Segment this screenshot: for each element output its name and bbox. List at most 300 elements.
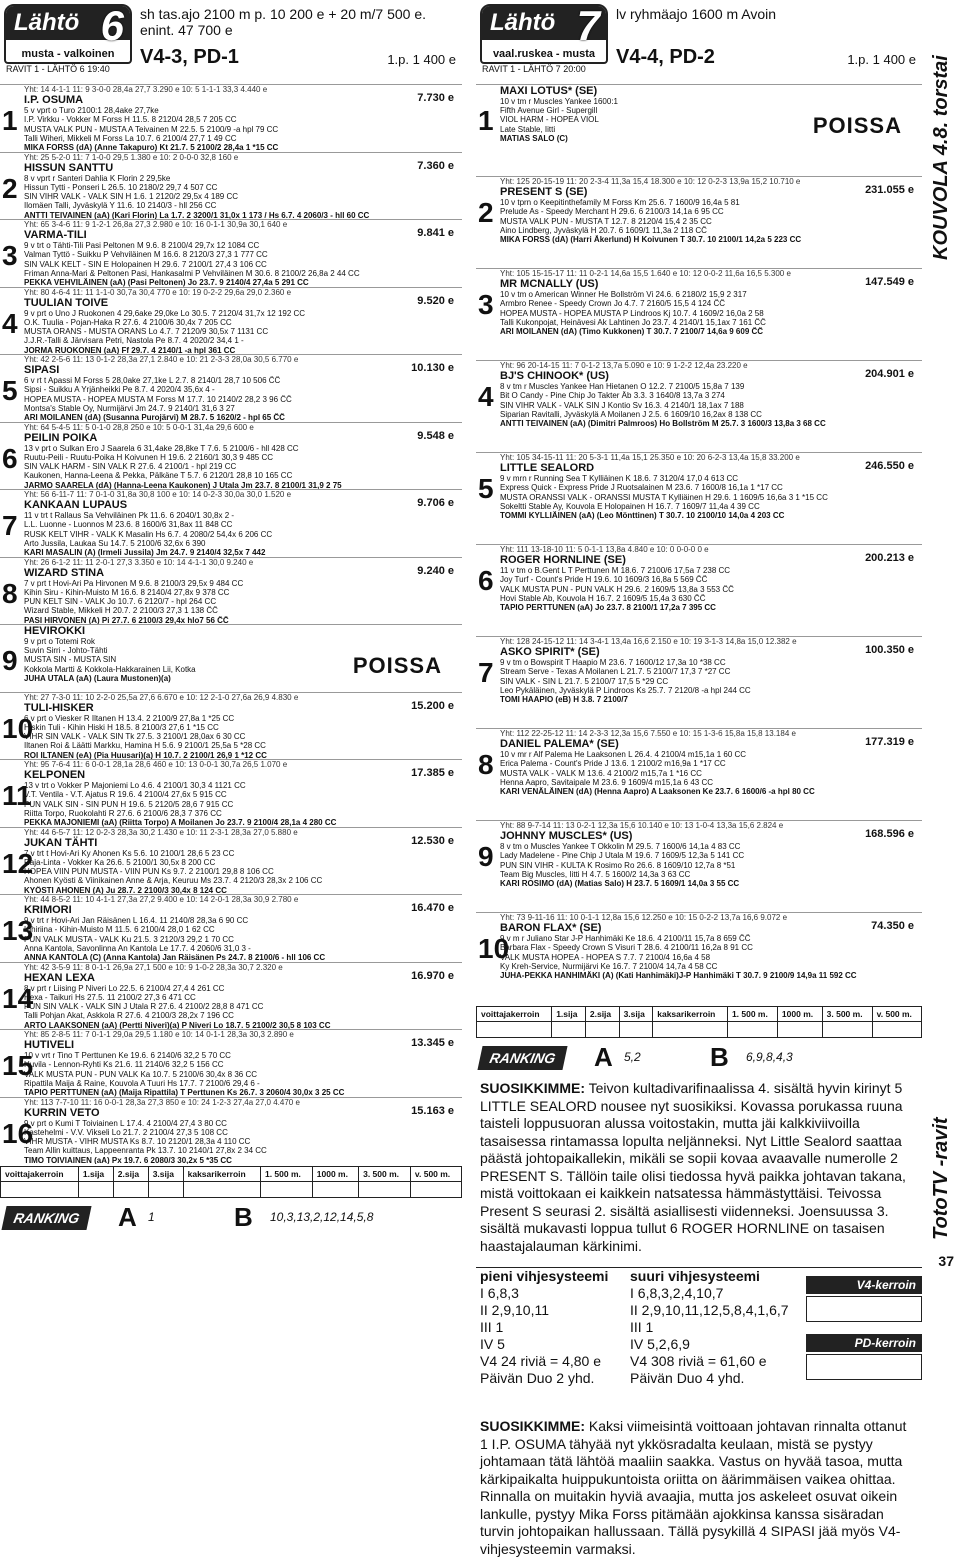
horse-entry xyxy=(0,624,462,692)
result-header: voittajakerroin xyxy=(477,1007,552,1022)
horse-earnings: 7.360 e xyxy=(417,159,454,172)
horse-line: Team Big Muscles, Iitti H 4.7. 5 1600/2 14,3a 3 63 CC xyxy=(500,869,691,879)
horse-line: 8 v prt r Liising P Niveri Lo 22.5. 6 2100/4 27,4 4 261 CC xyxy=(24,983,225,993)
rank-a-letter: A xyxy=(118,1202,137,1232)
ranking-label: RANKING xyxy=(477,1046,567,1070)
horse-earnings: 200.213 e xyxy=(865,552,914,564)
horse-line: MUSTA ORANSSI VALK - ORANSSI MUSTA T Kylliäinen H 29.6. 1 1609/5 16,6a 3 1 *15 CC xyxy=(500,492,828,502)
post-number: 8 xyxy=(2,577,18,609)
horse-entry xyxy=(0,354,462,422)
driver-line: PEKKA VEHVILÄINEN (aA) (Pasi Peltonen) Jo 23.7. 9 2140/4 27,4a 5 291 CC xyxy=(24,278,309,287)
result-header: kaksarikerroin xyxy=(183,1167,260,1182)
post-number: 16 xyxy=(2,1117,34,1149)
horse-earnings: 15.200 e xyxy=(411,699,454,712)
horse-stats: Yht: 95 7-6-4 11: 6 0-0-1 28,1a 28,6 460 e 10: 13 0-0-1 30,7a 26,5 1.070 e xyxy=(24,760,288,769)
horse-earnings: 12.530 e xyxy=(411,834,454,847)
race-7-entries xyxy=(476,84,922,1004)
horse-earnings: 16.470 e xyxy=(411,902,454,914)
horse-line: Bit O Candy - Pine Chip Jo Takter Åb 3.3. 3 1640/8 13,7a 3 274 xyxy=(500,391,725,401)
horse-name: MAXI LOTUS* (SE) xyxy=(500,85,598,97)
horse-stats: Yht: 27 7-3-0 11: 10 2-2-0 25,5a 27,6 6.670 e 10: 12 2-1-0 27,6a 26,9 4.830 e xyxy=(24,692,299,702)
favorite-label: SUOSIKKIMME: xyxy=(480,1080,585,1096)
horse-stats: Yht: 42 3-5-9 11: 8 0-1-1 26,9a 27,1 500 e 10: 9 1-0-2 28,3a 30,7 2.320 e xyxy=(24,962,283,972)
tip-row: I 6,8,3 xyxy=(480,1285,519,1301)
horse-line: 5 v vprt o Turo 2100:1 28,4ake 27,7ke xyxy=(24,106,159,116)
tip-row: IV 5,2,6,9 xyxy=(630,1336,690,1352)
horse-stats: Yht: 42 2-5-6 11: 13 0-1-2 28,3a 27,1 2.840 e 10: 21 2-3-3 28,0a 30,5 6.770 e xyxy=(24,355,299,364)
ranking-row xyxy=(476,1042,922,1076)
horse-line: 10 v vrt r Tino T Perttunen Ke 19.6. 6 2140/6 32,2 5 70 CC xyxy=(24,1051,231,1061)
horse-earnings: 147.549 e xyxy=(865,276,914,288)
horse-line: 8 v tm o Muscles Yankee T Okkolin M 29.5. 7 1600/6 14,1a 4 83 CC xyxy=(500,842,741,852)
race-6-column xyxy=(0,0,462,1236)
horse-line: Stream Serve - Texas A Moilanen L 21.7. 5 2100/7 17,3 7 *27 CC xyxy=(500,667,731,677)
first-prize: 1.p. 1 400 e xyxy=(847,52,916,67)
horse-line: VALK MUSTA PUN - PUN VALK Ka 10.7. 5 2100/6 30,4x 8 36 CC xyxy=(24,1069,257,1079)
horse-stats: Yht: 111 13-18-10 11: 5 0-1-1 13,8a 4.840 e 10: 0 0-0-0 0 e xyxy=(500,545,709,554)
horse-entry xyxy=(0,557,462,625)
horse-line: 6 v prt o Viesker R Iltanen H 13.4. 2 2100/9 27,8a 1 *25 CC xyxy=(24,713,235,723)
horse-line: 6 v rt t Apassi M Forss 5 28,0ake 27,1ke L 2.7. 8 2140/1 28,7 10 506 ĈĈ xyxy=(24,376,281,386)
horse-line: Kihin Siru - Kihin-Muisto M 16.6. 8 2140/4 27,8x 9 378 CC xyxy=(24,587,230,597)
horse-line: 10 v tm r Muscles Yankee 1600:1 xyxy=(500,97,618,106)
small-tip-system xyxy=(480,1268,630,1387)
tip-row: V4 24 riviä = 4,80 e xyxy=(480,1353,602,1369)
horse-line: 13 v trt o Vokker P Majoniemi Lo 4.6. 4 2100/1 30,3 4 1121 CC xyxy=(24,781,246,791)
horse-line: Team Allin kuittaus, Lappeenranta Pk 13.7. 10 2140/1 27,8x 2 34 CC xyxy=(24,1146,267,1156)
driver-line: KYÖSTI AHONEN (A) Ju 28.7. 2 2100/3 30,4x 8 124 CC xyxy=(24,885,227,894)
race-time: RAVIT 1 - LÄHTÖ 7 20:00 xyxy=(482,64,586,74)
horse-line: Joy Turf - Count's Pride H 19.6. 10 1609/3 16,8a 5 569 ĈĈ xyxy=(500,575,708,585)
horse-name: KANKAAN LUPAUS xyxy=(24,499,128,512)
horse-line: VIOL HARM - HOPEA VIOL xyxy=(500,115,599,125)
horse-stats: Yht: 14 4-1-1 11: 9 3-0-0 28,4a 27,7 3.290 e 10: 5 1-1-1 33,3 4.440 e xyxy=(24,85,268,94)
rank-a-value: 5,2 xyxy=(624,1050,641,1064)
horse-stats: Yht: 65 3-4-6 11: 9 1-2-1 26,8a 27,3 2.980 e 10: 16 0-1-1 30,9a 30,1 640 e xyxy=(24,220,288,229)
horse-entry xyxy=(476,268,922,360)
race-info-line: lv ryhmäajo 1600 m Avoin xyxy=(616,6,777,22)
horse-line: Talli Pohjan Akat, Askkola R 27.6. 4 2100/3 28,2x 7 196 CC xyxy=(24,1011,234,1021)
horse-line: L.L. Luonne - Luonnos M 23.6. 8 1600/6 31,8ax 11 848 CC xyxy=(24,520,233,530)
horse-stats: Yht: 105 15-15-17 11: 11 0-2-1 14,6a 15,5 1.640 e 10: 12 0-0-2 11,6a 16,5 5.300 e xyxy=(500,269,791,278)
horse-line: Talli Kukonpojat, Heinävesi Ak Lahtinen Jo 23.7. 4 2140/1 15,1ax 7 161 ĈĈ xyxy=(500,317,766,327)
pd-kerroin-box xyxy=(806,1354,922,1380)
horse-line: Aino Lindberg, Jyväskylä H 20.7. 6 1609/1 11,3a 2 118 CĈ xyxy=(500,225,707,235)
horse-stats: Yht: 125 20-15-19 11: 20 2-3-4 11,3a 15,4 18.300 e 10: 12 0-2-3 13,9a 15,2 10.710 e xyxy=(500,177,801,186)
horse-line: MUSTA VALK PUN - MUSTA T 12.7. 8 2120/4 15,4 2 35 CC xyxy=(500,216,712,226)
result-header: 3. 500 m. xyxy=(359,1167,411,1182)
horse-stats: Yht: 128 24-15-12 11: 14 3-4-1 13,4a 16,6 2.150 e 10: 19 3-1-3 14,8a 15,0 12.382 e xyxy=(500,637,797,646)
favorite-text-6 xyxy=(476,1414,922,1562)
horse-line: Express Quick - Express Pride J Ruotsalainen M 23.6. 7 1600/8 16,1a 1 *17 CC xyxy=(500,483,783,493)
horse-entry xyxy=(476,84,922,176)
horse-name: KURRIN VETO xyxy=(24,1106,100,1119)
horse-line: Kaukonen, Hanna-Leena & Pekka, Pälkäne T 5.7. 6 2120/1 28,8 10 165 CC xyxy=(24,471,293,481)
race-type: V4-3, PD-1 xyxy=(140,46,239,68)
driver-line: ANTTI TEIVAINEN (aA) (Dimitri Palmroos) Ho Bollström M 25.7. 3 1600/3 13,8a 3 68 CC xyxy=(500,419,826,429)
horse-name: BJ'S CHINOOK* (US) xyxy=(500,370,609,383)
race-type: V4-4, PD-2 xyxy=(616,46,715,68)
post-number: 10 xyxy=(478,933,510,964)
driver-line: TAPIO PERTTUNEN (aA) Jo 23.7. 8 2100/1 17,2a 7 395 CC xyxy=(500,603,716,613)
horse-entry xyxy=(0,84,462,152)
race-6-header xyxy=(0,0,462,84)
tip-row: I 6,8,3,2,4,10,7 xyxy=(630,1285,724,1301)
horse-entry xyxy=(0,894,462,962)
horse-line: 7 v prt t Hovi-Ari Pa Hirvonen M 9.6. 8 2100/3 29,5x 9 484 CC xyxy=(24,578,244,588)
horse-earnings: 9.706 e xyxy=(417,497,454,509)
horse-earnings: 74.350 e xyxy=(871,920,914,932)
post-number: 8 xyxy=(478,749,494,780)
race-7-column xyxy=(476,0,922,1562)
race-number: 7 xyxy=(576,4,600,49)
horse-entry xyxy=(476,912,922,1004)
horse-earnings: 168.596 e xyxy=(865,828,914,840)
post-number: 7 xyxy=(2,510,18,541)
driver-line: JORMA RUOKONEN (aA) Ff 29.7. 4 2140/1 -a hpl 361 CC xyxy=(24,345,236,354)
horse-line: Ky Kreh-Service, Nurmijärvi Ke 16.7. 7 2100/4 14,7a 4 58 CC xyxy=(500,961,718,971)
driver-line: PASI HIRVONEN (A) Pi 27.7. 6 2100/3 29,4x hlo7 56 ĈĈ xyxy=(24,615,229,624)
horse-earnings: 177.319 e xyxy=(865,736,914,748)
result-header: 1. 500 m. xyxy=(727,1007,777,1022)
post-number: 2 xyxy=(478,197,494,228)
horse-name: JUKAN TÄHTI xyxy=(24,836,98,849)
horse-line: O.K. Tuulia - Pojan-Haka R 27.6. 4 2100/6 30,4x 7 205 CC xyxy=(24,317,232,327)
horse-line: 11 v tm o B.Gent L T Perttunen M 18.6. 7 2100/6 17,5a 7 238 CC xyxy=(500,566,731,576)
horse-line: Riitta Torpo, Ruokolahti R 27.6. 6 2100/6 28,3 7 376 CC xyxy=(24,808,222,818)
horse-entry xyxy=(0,219,462,287)
horse-line: Siparian Ravitalli, Jyväskylä A Moilanen J 2.5. 6 1609/10 16,2ax 8 138 CC xyxy=(500,409,762,419)
horse-entry xyxy=(0,152,462,220)
horse-line: Leo Pykäläinen, Jyväskylä P Lindroos Ks 25.7. 7 2120/8 -a hpl 244 CC xyxy=(500,685,751,695)
horse-line: Ilomäen Talli, Jyväskylä Y 11.6. 10 2140/3 - hll 256 CC xyxy=(24,201,217,211)
horse-line: PUN SIN VALK - VALK SIN J Utala R 27.6. 4 2100/2 28,8 8 471 CC xyxy=(24,1002,264,1012)
post-number: 6 xyxy=(478,565,494,596)
horse-stats: Yht: 44 8-5-2 11: 10 4-1-1 27,3a 27,2 9.400 e 10: 14 2-0-1 28,3a 30,9 2.780 e xyxy=(24,895,299,904)
result-header: v. 500 m. xyxy=(410,1167,461,1182)
race-time: RAVIT 1 - LÄHTÖ 6 19:40 xyxy=(6,64,110,74)
tip-row: III 1 xyxy=(630,1319,654,1335)
horse-line: 11 v trt t Rallaus Sa Vehviläinen Pk 11.6. 6 2040/1 30,8x 2 - xyxy=(24,511,235,521)
horse-entry xyxy=(0,1097,462,1165)
horse-stats: Yht: 80 4-6-4 11: 11 1-1-0 30,7a 30,4 770 e 10: 19 0-2-2 29,6a 29,0 2.360 e xyxy=(24,287,292,297)
horse-line: Huvila - Lennon-Ryhti Ks 21.6. 11 2140/6 32,2 5 156 CC xyxy=(24,1060,224,1070)
horse-line: 9 v m r Juliano Star J-P Hanhimäki Ke 18.6. 4 2100/11 15,7a 8 659 ĈĈ xyxy=(500,934,751,944)
horse-line: 9 v trt o Tähti-Tili Pasi Peltonen M 9.6. 8 2100/4 29,7x 12 1084 CC xyxy=(24,241,260,251)
right-rail xyxy=(924,0,960,1279)
horse-line: 8 v tm r Muscles Yankee Han Hietanen O 12.2. 7 2100/5 15,8a 7 139 xyxy=(500,382,745,392)
horse-stats: Yht: 56 6-11-7 11: 7 0-1-0 31,8a 30,8 100 e 10: 14 0-2-3 30,0a 30,0 1.520 e xyxy=(24,490,292,499)
driver-line: ANTTI TEIVAINEN (aA) (Kari Florin) La 1.7. 2 3200/1 31,0x 1 173 / Hs 6.7. 4 2060/3 - hll 60 CC xyxy=(24,210,370,219)
horse-entry xyxy=(476,176,922,268)
post-number: 15 xyxy=(2,1050,34,1081)
horse-line: SIN VALK KELT - SIN E Holopainen H 29.6. 7 2100/1 27,4 3 106 CC xyxy=(24,259,267,269)
horse-line: Ahonen Kyösti & Viinikainen Anne & Arja, Keuruu Ms 23.7. 4 2120/3 28,3x 2 106 CC xyxy=(24,876,323,886)
horse-line: Iltanen Roi & Läätti Markku, Hamina H 5.6. 9 2100/1 25,5a 5 *28 CC xyxy=(24,741,266,751)
result-header: kaksarikerroin xyxy=(653,1007,728,1022)
horse-line: Wizard Stable, Mikkeli H 20.7. 2 2100/3 27,3 1 138 ĈĈ xyxy=(24,606,218,616)
horse-name: ROGER HORNLINE (SE) xyxy=(500,554,626,567)
driver-line: TAPIO PERTTUNEN (aA) (Maija Ripattila) T Perttunen Ks 26.7. 3 2060/4 30,0x 3 25 CC xyxy=(24,1088,345,1097)
horse-name: KRIMORI xyxy=(24,904,72,917)
rank-b-value: 6,9,8,4,3 xyxy=(746,1050,793,1064)
result-header: voittajakerroin xyxy=(1,1167,79,1182)
horse-line: Ruutu-Peili - Ruutu-Poika H Koivunen H 19.6. 2 2160/1 30,3 9 485 CC xyxy=(24,452,274,462)
driver-line: ANNA KANTOLA (C) (Anna Kantola) Jan Räisänen Ps 24.7. 8 2100/6 - hll 106 CC xyxy=(24,953,326,962)
horse-stats: Yht: 73 9-11-16 11: 10 0-1-1 12,8a 15,6 12.250 e 10: 15 0-2-2 13,7a 16,6 9.072 e xyxy=(500,913,788,922)
driver-line: ROI ILTANEN (eA) (Pia Huusari)(a) H 10.7. 2 2100/1 26,9 1 *12 CC xyxy=(24,750,267,759)
post-number: 6 xyxy=(2,442,18,474)
horse-name: PEILIN POIKA xyxy=(24,431,98,444)
horse-entry xyxy=(0,489,462,557)
horse-line: Sokeltti Stable Ay, Kouvola E Holopainen H 16.7. 7 1609/7 11,4a 4 39 CC xyxy=(500,501,760,511)
horse-line: Lady Madelene - Pine Chip J Utala M 19.6. 7 1609/5 12,3a 5 141 CC xyxy=(500,851,745,861)
venue-date: KOUVOLA 4.8. torstai xyxy=(930,55,952,260)
horse-line: HOPEA VIIN PUN MUSTA - VIIN PUN Ks 9.7. 2 2100/1 29,8 8 106 CC xyxy=(24,867,274,877)
driver-line: KARI ROSIMO (dA) (Matias Salo) H 23.7. 5 1609/1 14,0a 3 55 CC xyxy=(500,879,740,889)
post-number: 1 xyxy=(478,105,494,136)
horse-stats: Yht: 105 34-15-11 11: 20 5-3-1 11,4a 15,1 25.350 e 10: 20 6-2-3 13,4a 15,8 33.200 e xyxy=(500,453,800,462)
horse-line: Prelude As - Speedy Merchant H 29.6. 6 2100/3 14,1a 6 95 CC xyxy=(500,207,724,217)
horse-line: MUSTA ORANS - MUSTA ORANS Lo 4.7. 7 2120/9 30,5x 7 1131 CC xyxy=(24,327,269,337)
horse-entry xyxy=(0,692,462,760)
driver-line: TOMI HAAPIO (eB) H 3.8. 7 2100/7 xyxy=(500,695,628,705)
rank-b-value: 10,3,13,2,12,14,5,8 xyxy=(270,1210,374,1224)
horse-earnings: 13.345 e xyxy=(411,1037,454,1049)
horse-name: DANIEL PALEMA* (SE) xyxy=(500,738,619,751)
v4-kerroin-label: V4-kerroin xyxy=(806,1276,922,1294)
horse-stats: Yht: 26 6-1-2 11: 11 2-0-1 27,3 3.350 e 10: 14 4-1-1 30,0 9.240 e xyxy=(24,557,254,567)
lahto-label: Lähtö xyxy=(6,6,130,40)
first-prize: 1.p. 1 400 e xyxy=(387,52,456,67)
horse-line: Hovi Stable Ab, Kouvola H 16.7. 2 1609/5 15,4a 3 630 ĈĈ xyxy=(500,593,706,603)
pd-kerroin-label: PD-kerroin xyxy=(806,1334,922,1352)
horse-name: HEVIROKKI xyxy=(24,625,86,637)
horse-stats: Yht: 88 9-7-14 11: 13 0-2-1 12,3a 15,6 10.140 e 10: 13 1-0-4 13,3a 15,6 2.824 e xyxy=(500,821,784,830)
horse-entry xyxy=(476,452,922,544)
race-7-header xyxy=(476,0,922,84)
driver-line: JARMO SAARELA (dA) (Hanna-Leena Kaukonen) J Utala Jm 23.7. 8 2100/1 31,9 2 75 xyxy=(24,480,342,489)
tip-row: II 2,9,10,11 xyxy=(480,1302,550,1318)
horse-name: KELPONEN xyxy=(24,769,86,782)
horse-line: Fifth Avenue Girl - Supergill xyxy=(500,106,598,116)
tip-systems xyxy=(476,1267,922,1414)
horse-name: WIZARD STINA xyxy=(24,566,105,579)
horse-line: Talli Wiheri, Mikkeli M Forss La 10.7. 6 2100/4 27,7 1 49 CC xyxy=(24,133,237,143)
favorite-body: Teivon kultadivarifinaalissa 4. sisältä hyvin kirinyt 5 LITTLE SEALORD nousee nyt suosikiksi. Kovassa porukassa ruuna taisteli loppusuoran alussa voitostakin, mutta jäi kalkkiviivoilla tasaisessa rintamassa lopulta neljänneksi. Nyt Little Sealord saattaa päästä johtopaikallekin, mikäli se sopii kovaa avaavalle numerolle 2 PRESENT S. Tällöin taile olisi tiedossa hyvä paikka johtavan takana, mistä voittokaan ei kaikkein natsatessa hämmästyttäisi. Teivossa Present S seurasi 2. sisältä asiallisesti viidenneksi. Joensuussa 3. sisältä mukavasti loppua tullut 6 ROGER HORNLINE on tasaisen haastajalauman kärkinimi. xyxy=(480,1080,906,1254)
post-number: 2 xyxy=(2,172,18,204)
horse-line: MUSTA VALK - VALK M 13.6. 4 2100/2 m15,7a 1 *16 CC xyxy=(500,768,702,778)
horse-name: HEXAN LEXA xyxy=(24,971,95,984)
horse-line: SIN VALK HARM - SIN VALK R 27.6. 4 2100/1 - hpl 219 CC xyxy=(24,462,237,472)
horse-entry xyxy=(476,728,922,820)
post-number: 9 xyxy=(2,645,18,676)
race-info xyxy=(140,6,426,38)
driver-line: ARTO LAAKSONEN (aA) (Pertti Niveri)(a) P Niveri Lo 18.7. 5 2100/2 30,5 8 103 CC xyxy=(24,1020,331,1029)
horse-earnings: 15.163 e xyxy=(411,1104,454,1117)
tip-row: III 1 xyxy=(480,1319,504,1335)
tip-row: II 2,9,10,11,12,5,8,4,1,6,7 xyxy=(630,1302,789,1318)
horse-line: Kihiriina - Kihin-Muisto M 11.5. 6 2100/4 28,0 1 62 CC xyxy=(24,925,215,935)
horse-stats: Yht: 85 2-8-5 11: 7 0-1-1 29,0a 29,5 1.180 e 10: 14 0-1-1 28,3a 30,3 2.890 e xyxy=(24,1030,294,1039)
driver-line: JUHA UTALA (aA) (Laura Mustonen)(a) xyxy=(24,673,171,683)
post-number: 9 xyxy=(478,841,494,872)
race-info-line: enint. 47 700 e xyxy=(140,22,233,38)
race-info-line: sh tas.ajo 2100 m p. 10 200 e + 20 m/7 500 e. xyxy=(140,6,427,22)
horse-line: VALK MUSTA HOPEA - HOPEA S 7.7. 7 2100/4 16,6a 4 58 xyxy=(500,952,711,962)
race-6-entries xyxy=(0,84,462,1164)
rank-a-letter: A xyxy=(594,1042,613,1072)
big-tip-title: suuri vihjesysteemi xyxy=(630,1268,760,1284)
horse-line: HOPEA MUSTA - HOPEA MUSTA P Lindroos Kj 10.7. 4 1609/2 16,0a 2 58 xyxy=(500,308,764,318)
horse-stats: Yht: 64 5-4-5 11: 5 0-1-0 28,8 250 e 10: 5 0-0-1 31,4a 29,6 600 e xyxy=(24,422,254,432)
horse-line: Hiskin Tuli - Kihin Hiski H 18.5. 8 2100/3 27,6 1 *15 CC xyxy=(24,722,219,732)
horse-earnings: 100.350 e xyxy=(865,644,914,656)
post-number: 3 xyxy=(478,289,494,320)
horse-line: MUSTA VALK PUN - MUSTA A Teivainen M 22.5. 5 2100/9 -a hpl 79 CC xyxy=(24,124,279,134)
horse-line: Friman Anna-Mari & Peltonen Pasi, Hankasalmi P Vehviläinen M 30.6. 8 2100/2 26,8a 2 44 CC xyxy=(24,268,360,278)
rank-a-value: 1 xyxy=(148,1210,155,1224)
horse-line: Erica Palema - Count's Pride J 13.6. 1 2100/2 m16,9a 1 *17 CC xyxy=(500,759,726,769)
horse-earnings: 246.550 e xyxy=(865,460,914,472)
horse-earnings: 9.520 e xyxy=(417,294,454,307)
horse-line: SIN VALK - SIN L 21.7. 5 2100/7 17,5 5 *29 CC xyxy=(500,676,669,686)
horse-line: PUN KELT SIN - VALK Jo 10.7. 6 2120/7 - hpl 264 CC xyxy=(24,597,217,607)
horse-line: Barbara Flax - Speedy Crown S Visuri T 28.6. 4 2100/11 16,2a 8 91 CC xyxy=(500,943,753,953)
horse-entry xyxy=(0,1029,462,1097)
horse-line: 10 v mr r Alf Palema He Laaksonen L 26.4. 4 2100/4 m15,1a 1 60 CC xyxy=(500,750,747,760)
driver-line: JUHA-PEKKA HANHIMÄKI (A) (Kati Hanhimäki)J-P Hanhimäki T 30.7. 9 2100/9 14,9a 11 592 CC xyxy=(500,971,857,981)
horse-line: Henna Aapro, Savitaipale M 23.6. 9 1609/4 m15,1a 6 43 CC xyxy=(500,777,714,787)
ranking-label: RANKING xyxy=(1,1206,91,1230)
driver-line: PEKKA MAJONIEMI (aA) (Riitta Torpo) A Moilanen Jo 23.7. 9 2100/4 28,1a 4 280 CC xyxy=(24,818,337,827)
horse-line: J.J.R.-Talli & Järvisara Petri, Nastola Pe 8.7. 4 2020/2 34,4 1 - xyxy=(24,336,244,346)
horse-line: PUN SIN VIHR - KULTA K Rosimo Ro 26.6. 8 1609/10 12,7a 8 *51 xyxy=(500,860,736,870)
horse-line: MUSTA SIN - MUSTA SIN xyxy=(24,655,117,665)
driver-line: MIKA FORSS (dA) (Harri Åkerlund) H Koivunen T 30.7. 10 2100/1 14,2a 5 223 CC xyxy=(500,235,802,245)
horse-name: I.P. OSUMA xyxy=(24,94,84,107)
race-info xyxy=(616,6,776,22)
tip-row: Päivän Duo 2 yhd. xyxy=(480,1370,595,1386)
small-tip-title: pieni vihjesysteemi xyxy=(480,1268,609,1284)
horse-line: VIHR SIN VALK - VALK SIN Tk 27.5. 3 2100/1 28,0ax 6 30 CC xyxy=(24,732,246,742)
horse-stats: Yht: 44 6-5-7 11: 12 0-2-3 28,3a 30,2 1.430 e 10: 11 2-3-1 28,3a 27,0 5.880 e xyxy=(24,827,298,837)
v4-kerroin-box xyxy=(806,1296,922,1322)
horse-name: HISSUN SANTTU xyxy=(24,161,114,174)
horse-line: 8 v vprt r Santeri Dahlia K Florin 2 29,5ke xyxy=(24,173,171,183)
favorite-text-7 xyxy=(476,1076,922,1259)
horse-line: VIHR MUSTA - VIHR MUSTA Ks 8.7. 10 2120/1 28,3a 4 110 CC xyxy=(24,1137,251,1147)
horse-line: Montsa's Stable Oy, Nurmijärvi Jm 24.7. 9 2140/1 31,6 3 27 xyxy=(24,403,235,413)
scratched-label: POISSA xyxy=(812,113,902,138)
horse-entry xyxy=(476,544,922,636)
horse-line: Suvin Sirri - Johto-Tähti xyxy=(24,646,108,656)
horse-line: 9 v prt o Uno J Ruokonen 4 29,6ake 29,0ke Lo 30.5. 7 2120/4 31,7x 12 192 CC xyxy=(24,308,306,318)
horse-line: V.T. Ventila - V.T. Ajatus R 19.6. 4 2100/4 27,6x 5 915 CC xyxy=(24,790,227,800)
horse-entry xyxy=(0,827,462,895)
tip-row: IV 5 xyxy=(480,1336,505,1352)
horse-line: Arto Jussila, Laukaa Su 14.7. 5 2100/6 32,6x 6 390 xyxy=(24,538,206,548)
race-number: 6 xyxy=(100,4,124,49)
horse-name: TULI-HISKER xyxy=(24,701,94,714)
horse-earnings: 9.240 e xyxy=(417,564,454,577)
horse-line: 9 v prt o Kumi T Toiviainen L 17.4. 4 2100/4 27,4 3 80 CC xyxy=(24,1118,227,1128)
horse-line: 13 v prt o Sulkan Ero J Saarela 6 31,4ake 28,8ke T 7.6. 5 2100/6 - hll 428 CC xyxy=(24,443,299,453)
horse-line: PUN VALK SIN - SIN PUN H 19.6. 5 2120/5 28,6 7 915 CC xyxy=(24,799,234,809)
result-header: 1000 m. xyxy=(777,1007,822,1022)
horse-line: 9 v trt r Hovi-Ari Jan Räisänen L 16.4. 11 2140/8 28,3a 6 90 CC xyxy=(24,916,249,926)
horse-entry xyxy=(476,820,922,912)
race-colors: musta - valkoinen xyxy=(21,48,115,60)
race-7-badge xyxy=(480,4,608,64)
horse-line: 10 v tm o American Winner He Bollström Vi 24.6. 6 2180/2 15,9 2 317 xyxy=(500,290,747,300)
post-number: 5 xyxy=(478,473,494,504)
race-colors: vaal.ruskea - musta xyxy=(492,48,596,60)
driver-line: ARI MOILANEN (dA) (Timo Kukkonen) T 30.7. 7 2100/7 14,6a 9 609 ĈĈ xyxy=(500,327,764,337)
post-number: 3 xyxy=(2,240,18,271)
horse-line: PUN VALK MUSTA - VALK Ku 21.5. 3 2120/3 29,2 1 70 CC xyxy=(24,934,234,944)
race-6-badge xyxy=(4,4,132,64)
driver-line: ARI MOILANEN (dA) (Susanna Purojärvi) M 28.7. 5 1620/2 - hpl 65 ĈĈ xyxy=(24,413,285,422)
horse-line: I.P. Virkku - Vokker M Forss H 11.5. 8 2120/4 28,5 7 205 CC xyxy=(24,115,237,125)
horse-line: Kastehelmi - V.V. Vikseli Lo 21.7. 2 2100/4 27,3 5 108 CC xyxy=(24,1127,228,1137)
horse-earnings: 17.385 e xyxy=(411,767,454,779)
tip-row: V4 308 riviä = 61,60 e xyxy=(630,1353,767,1369)
horse-name: HUTIVELI xyxy=(24,1039,75,1052)
horse-line: Valman Tyttö - Suikku P Vehviläinen M 16.6. 8 2120/3 27,3 1 777 CC xyxy=(24,250,268,260)
horse-earnings: 7.730 e xyxy=(417,92,454,104)
result-header: 2.sija xyxy=(113,1167,148,1182)
horse-line: Late Stable, Iitti xyxy=(500,124,556,134)
result-header: 3. 500 m. xyxy=(822,1007,872,1022)
horse-line: Sipsi - Suikku A Yrjänheikki Pe 8.7. 4 2020/4 35,6x 4 - xyxy=(24,385,215,395)
horse-line: Hissun Tytti - Ponseri L 26.5. 10 2180/2 29,7 4 507 CC xyxy=(24,182,218,192)
post-number: 13 xyxy=(2,915,34,946)
result-header: 2.sija xyxy=(585,1007,619,1022)
horse-name: LITTLE SEALORD xyxy=(500,462,595,475)
driver-line: KARI MASALIN (A) (Irmeli Jussila) Jm 24.7. 9 2140/4 32,5x 7 442 xyxy=(24,548,266,557)
tototv-label: TotoTV -ravit xyxy=(930,1117,952,1240)
post-number: 4 xyxy=(478,381,494,412)
horse-line: Ripattila Maija & Raine, Kouvola A Tuuri Hs 17.7. 7 2100/6 29,4 6 - xyxy=(24,1078,260,1088)
driver-line: KARI VENÄLÄINEN (dA) (Henna Aapro) A Laaksonen Ke 23.7. 6 1600/6 -a hpl 80 CC xyxy=(500,787,815,797)
horse-earnings: 231.055 e xyxy=(865,184,914,196)
horse-line: SIN VIHR VALK - VALK SIN J Kontio Sv 16.3. 4 2140/1 18,1ax 7 188 xyxy=(500,400,744,410)
horse-line: RUSK KELT VIHR - VALK K Masalin Hs 6.7. 4 2080/2 54,4x 6 206 CC xyxy=(24,529,273,539)
horse-line: 10 v tprn o Keepitinthefamily M Forss Km 25.6. 7 1600/9 16,4a 5 81 xyxy=(500,198,740,208)
post-number: 14 xyxy=(2,982,34,1014)
horse-entry xyxy=(0,962,462,1030)
favorite-body: Kaksi viimeisintä voittoaan johtavan rinnalta ottanut 1 I.P. OSUMA tähyää nyt ykkösradalta keulaan, mistä se pystyy johtamaan tätä lähtöä maaliin saakka. Vastus on hyvää tasoa, mutta kärkipaikalta huippukuntoista oriitta on äärimmäisen vaikea ohittaa. Rinnalla on muitakin hyviä avaajia, mutta jos askeleet osuvat oikein lankulle, pystyy Mika Forss pitämään ajokkinsa kanssa sisäradan turvin johtopaikan hallussaan. Tällä pysykillä 4 SIPASI jää myös V4-vihjesysteemin varmaksi. xyxy=(480,1418,907,1557)
result-header: 1.sija xyxy=(552,1007,586,1022)
horse-line: Anna Kantola, Savonlinna An Kantola Le 17.7. 4 2060/6 31,0 3 - xyxy=(24,943,251,953)
favorite-label: SUOSIKKIMME: xyxy=(480,1418,585,1434)
result-table xyxy=(476,1006,922,1038)
horse-entry xyxy=(476,360,922,452)
horse-earnings: 9.841 e xyxy=(417,227,454,239)
rank-b-letter: B xyxy=(234,1202,253,1232)
horse-name: VARMA-TILI xyxy=(24,229,87,242)
result-header: 3.sija xyxy=(619,1007,653,1022)
horse-line: Raja-Linta - Vokker Ka 26.6. 5 2100/1 30,5x 8 200 CC xyxy=(24,857,216,867)
horse-earnings: 10.130 e xyxy=(411,362,454,374)
result-header: 1000 m. xyxy=(312,1167,358,1182)
horse-name: ASKO SPIRIT* (SE) xyxy=(500,646,600,659)
page-number: 37 xyxy=(938,1253,954,1269)
horse-earnings: 9.548 e xyxy=(417,429,454,442)
horse-line: SIN VIHR VALK - VALK SIN H 1.6. 1 2120/2 29,5x 4 189 CC xyxy=(24,192,239,202)
tip-row: Päivän Duo 4 yhd. xyxy=(630,1370,745,1386)
